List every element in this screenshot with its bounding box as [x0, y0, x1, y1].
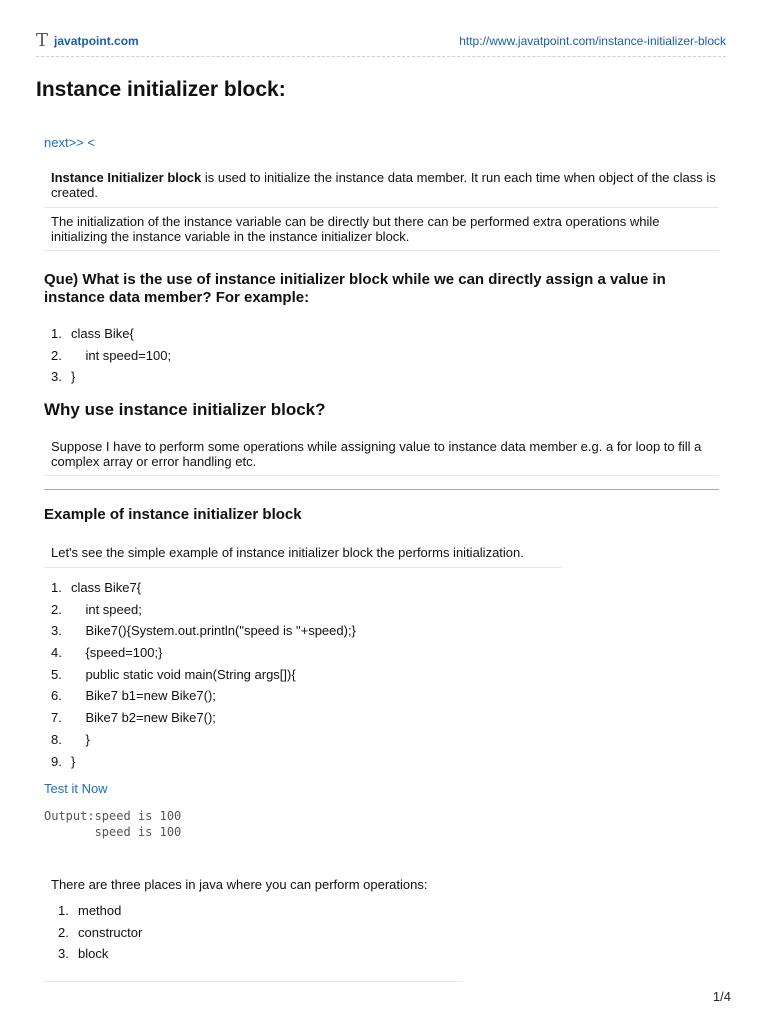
why-heading: Why use instance initializer block? — [44, 400, 326, 419]
intro-text: is used to initialize the instance data member. It run each time when object of the class is created. — [51, 170, 716, 200]
code-line: 4. {speed=100;} — [51, 645, 163, 661]
page-title: Instance initializer block: — [36, 78, 286, 101]
code-line: 2. int speed; — [51, 601, 142, 617]
places-list — [51, 900, 142, 965]
next-link[interactable]: next>> < — [44, 135, 95, 150]
section-divider — [44, 489, 719, 490]
code-line: 2. int speed=100; — [51, 347, 172, 363]
que-heading: Que) What is the use of instance initializer block while we can directly assign a value in instance data member? For example: — [44, 271, 666, 306]
bike7-code-listing — [44, 577, 356, 772]
divider — [44, 567, 562, 568]
code-line: 1. class Bike7{ — [51, 580, 142, 595]
divider — [44, 207, 719, 208]
code-line: 9. } — [51, 753, 76, 769]
places-intro: There are three places in java where you can perform operations: — [51, 877, 428, 892]
site-brand[interactable] — [36, 32, 139, 50]
example-heading: Example of instance initializer block — [44, 506, 302, 523]
code-line: 5. public static void main(String args[]){ — [51, 666, 296, 682]
page-url[interactable]: http://www.javatpoint.com/instance-initializer-block — [459, 34, 726, 48]
intro-paragraph — [51, 170, 719, 200]
divider — [44, 475, 719, 476]
divider — [44, 250, 719, 251]
code-line: 7. Bike7 b2=new Bike7(); — [51, 710, 216, 726]
list-item: 1. method — [58, 903, 122, 918]
page-header — [36, 32, 726, 57]
example-intro: Let's see the simple example of instance initializer block the performs initialization. — [51, 545, 524, 560]
javatpoint-logo-icon: T — [36, 30, 49, 51]
code-line: 1. class Bike{ — [51, 326, 134, 341]
intro-term: Instance Initializer block — [51, 170, 202, 185]
code-line: 6. Bike7 b1=new Bike7(); — [51, 688, 216, 704]
code-line: 8. } — [51, 731, 90, 747]
code-line: 3. Bike7(){System.out.println("speed is "+speed);} — [51, 623, 356, 639]
list-item: 2. constructor — [58, 924, 143, 940]
program-output: Output:speed is 100 speed is 100 — [44, 809, 182, 839]
list-item: 3. block — [58, 946, 109, 962]
page-number: 1/4 — [712, 989, 731, 1004]
site-name[interactable]: javatpoint.com — [54, 34, 139, 48]
divider — [44, 981, 462, 982]
why-paragraph: Suppose I have to perform some operations while assigning value to instance data member e.g. a for loop to fill a complex array or error handling etc. — [51, 439, 702, 469]
initialization-paragraph: The initialization of the instance variable can be directly but there can be performed extra operations while initializing the instance variable in the instance initializer block. — [51, 214, 660, 244]
code-line: 3. } — [51, 369, 76, 385]
test-it-now-link[interactable]: Test it Now — [44, 781, 108, 796]
bike-code-listing — [44, 323, 171, 388]
